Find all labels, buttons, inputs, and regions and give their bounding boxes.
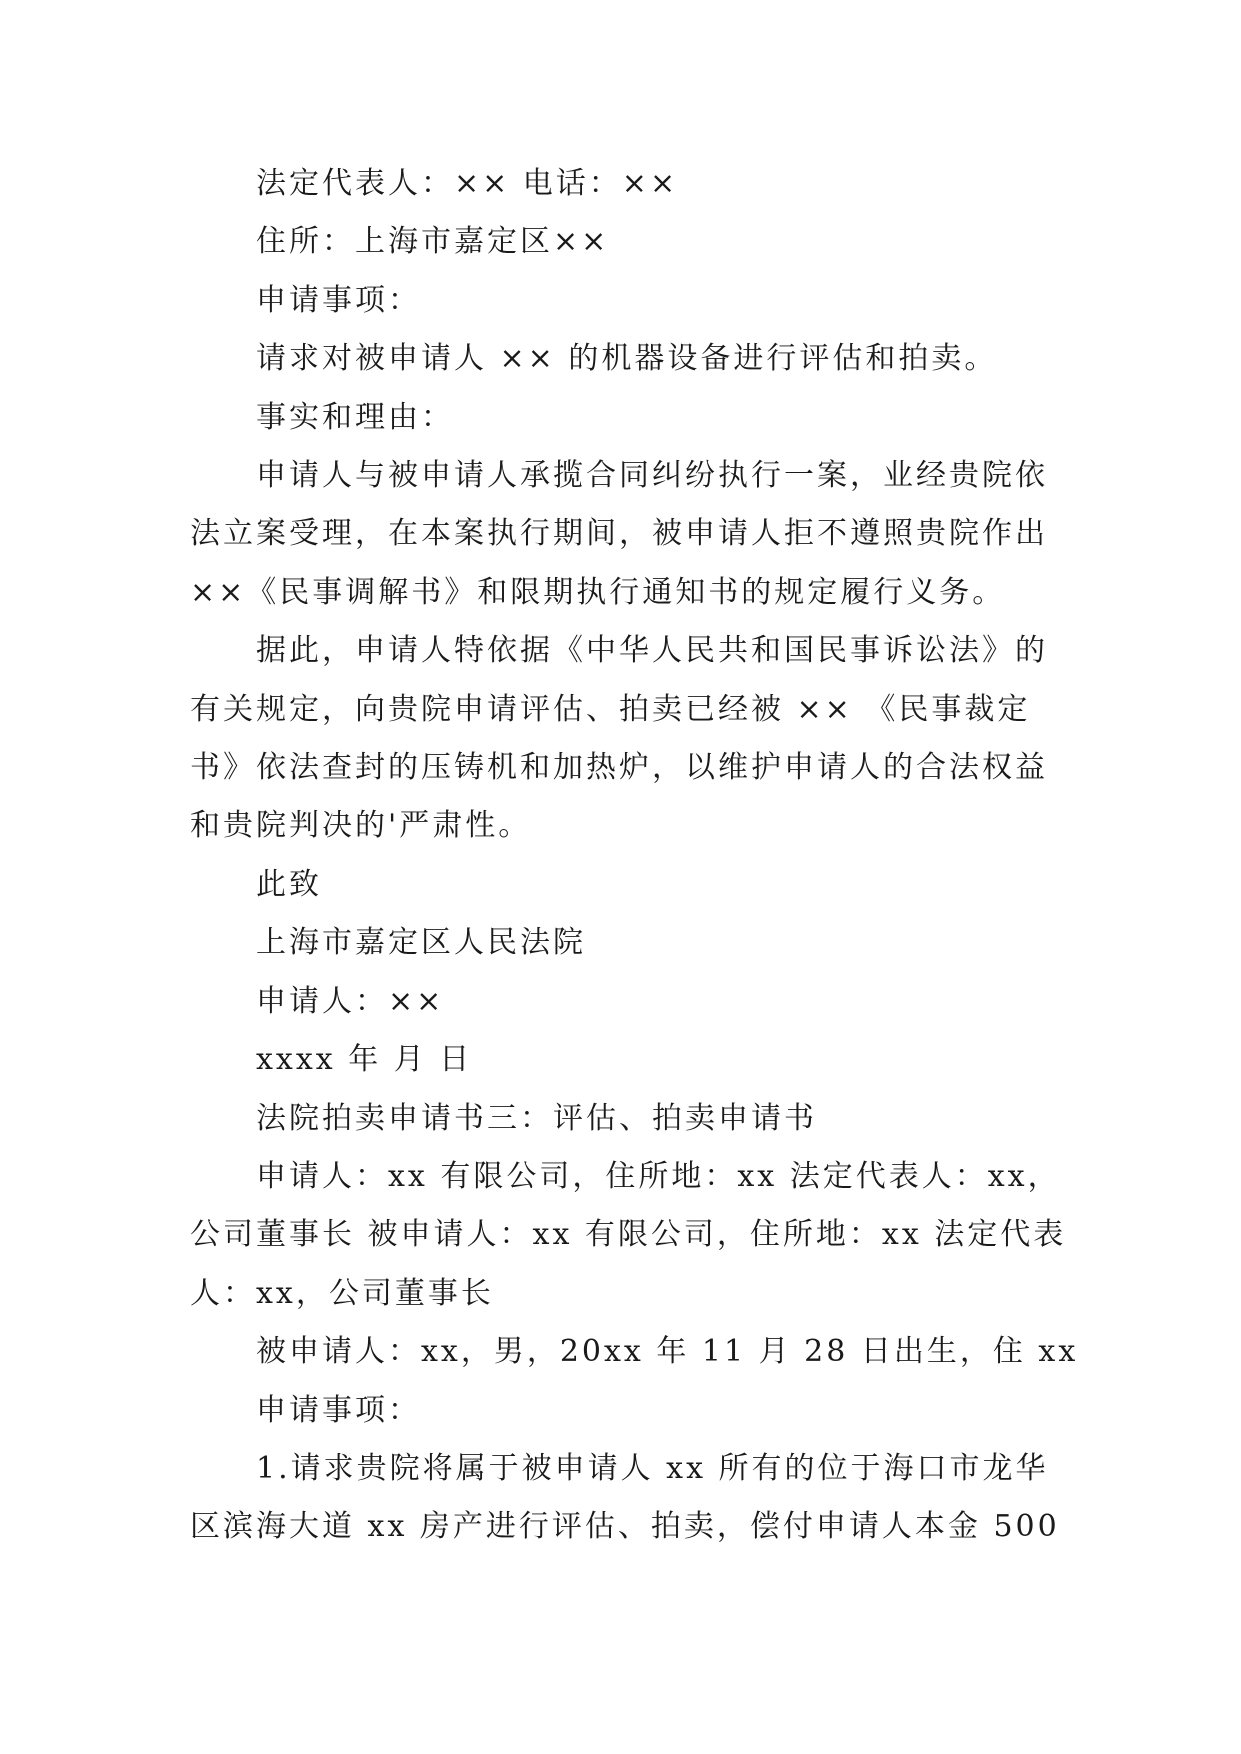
court-name-line: 上海市嘉定区人民法院 xyxy=(256,925,586,961)
section-title: 法院拍卖申请书三：评估、拍卖申请书 xyxy=(256,1100,817,1136)
legal-representative-line: 法定代表人：×× 电话：×× xyxy=(256,166,679,201)
basis-paragraph xyxy=(190,622,1050,856)
document-body xyxy=(190,155,1079,1557)
facts-reasons-heading: 事实和理由： xyxy=(256,399,454,435)
paragraph-line: 人：xx，公司董事长 xyxy=(190,1275,494,1311)
applicant-signature-line: 申请人：×× xyxy=(256,983,445,1019)
paragraph-line: 书》依法查封的压铸机和加热炉，以维护申请人的合法权益 xyxy=(190,750,1048,786)
application-matters-heading-2: 申请事项： xyxy=(256,1392,421,1428)
application-matters-heading: 申请事项： xyxy=(256,282,421,318)
date-line: xxxx 年 月 日 xyxy=(256,1042,473,1078)
request-item-paragraph xyxy=(190,1440,1060,1557)
parties-paragraph xyxy=(190,1148,1067,1323)
paragraph-line: 和贵院判决的'严肃性。 xyxy=(190,808,532,844)
facts-paragraph xyxy=(190,447,1050,622)
paragraph-line: 有关规定，向贵院申请评估、拍卖已经被 ×× 《民事裁定 xyxy=(190,691,1031,727)
paragraph-line: 1.请求贵院将属于被申请人 xx 所有的位于海口市龙华 xyxy=(256,1450,1049,1486)
paragraph-line: 申请人与被申请人承揽合同纠纷执行一案，业经贵院依 xyxy=(256,458,1048,494)
respondent-line: 被申请人：xx，男，20xx 年 11 月 28 日出生，住 xx xyxy=(256,1334,1079,1370)
paragraph-line: 区滨海大道 xx 房产进行评估、拍卖，偿付申请人本金 500 xyxy=(190,1509,1060,1545)
salutation-line: 此致 xyxy=(256,866,322,902)
paragraph-line: ××《民事调解书》和限期执行通知书的规定履行义务。 xyxy=(190,574,1006,610)
request-line: 请求对被申请人 ×× 的机器设备进行评估和拍卖。 xyxy=(256,341,998,377)
paragraph-line: 公司董事长 被申请人：xx 有限公司，住所地：xx 法定代表 xyxy=(190,1217,1067,1253)
paragraph-line: 法立案受理，在本案执行期间，被申请人拒不遵照贵院作出 xyxy=(190,516,1048,552)
address-line: 住所：上海市嘉定区×× xyxy=(256,224,610,260)
paragraph-line: 据此，申请人特依据《中华人民共和国民事诉讼法》的 xyxy=(256,633,1048,669)
paragraph-line: 申请人：xx 有限公司，住所地：xx 法定代表人：xx， xyxy=(256,1158,1061,1194)
